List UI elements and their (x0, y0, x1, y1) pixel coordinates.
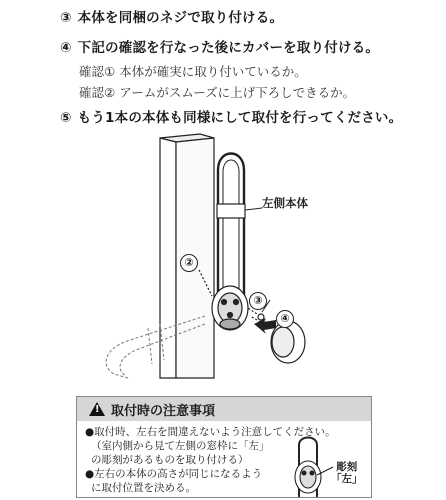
note-line-2: （室内側から見て左側の窓枠に「左」 (91, 440, 270, 452)
step-3 (60, 6, 283, 26)
check-2 (79, 83, 355, 101)
note-line-3: の彫刻があるものを取り付ける） (91, 454, 249, 466)
left-body-unit (217, 154, 262, 297)
caution-header (77, 397, 371, 421)
callout-4: ④ (276, 310, 294, 328)
caution-title: 取付時の注意事項 (111, 403, 216, 419)
note-line-1: ●取付時、左右を間違えないよう注意してください。 (85, 426, 336, 438)
check-2-text: アームがスムーズに上げ下ろしできるか。 (119, 85, 356, 100)
step-5-text: もう1本の本体も同様にして取付を行ってください。 (77, 110, 403, 126)
left-body-label: 左側本体 (262, 196, 308, 210)
step-4-number: ④ (60, 40, 72, 56)
step-4-text: 下記の確認を行なった後にカバーを取り付ける。 (77, 40, 380, 56)
check-2-label: 確認② (79, 85, 116, 100)
engrave-callout (331, 461, 363, 485)
caution-notes (76, 396, 372, 498)
check-1-text: 本体が確実に取り付いているか。 (119, 64, 307, 79)
mount-assembly (212, 286, 248, 330)
step-4 (60, 36, 379, 56)
callout-2: ② (180, 254, 198, 272)
callout-3: ③ (249, 292, 267, 310)
step-3-text: 本体を同梱のネジで取り付ける。 (77, 10, 284, 26)
note-line-5: に取付位置を決める。 (91, 482, 196, 494)
step-5-number: ⑤ (60, 110, 72, 126)
check-1-label: 確認① (79, 64, 116, 79)
step-3-number: ③ (60, 10, 72, 26)
warning-icon (89, 402, 105, 416)
installation-diagram (0, 128, 446, 390)
step-5 (60, 106, 402, 126)
engrave-label: 彫刻 (336, 461, 358, 473)
note-line-4: ●左右の本体の高さが同じになるよう (85, 468, 263, 480)
check-1 (79, 62, 307, 80)
engrave-value: 「左」 (331, 473, 363, 485)
